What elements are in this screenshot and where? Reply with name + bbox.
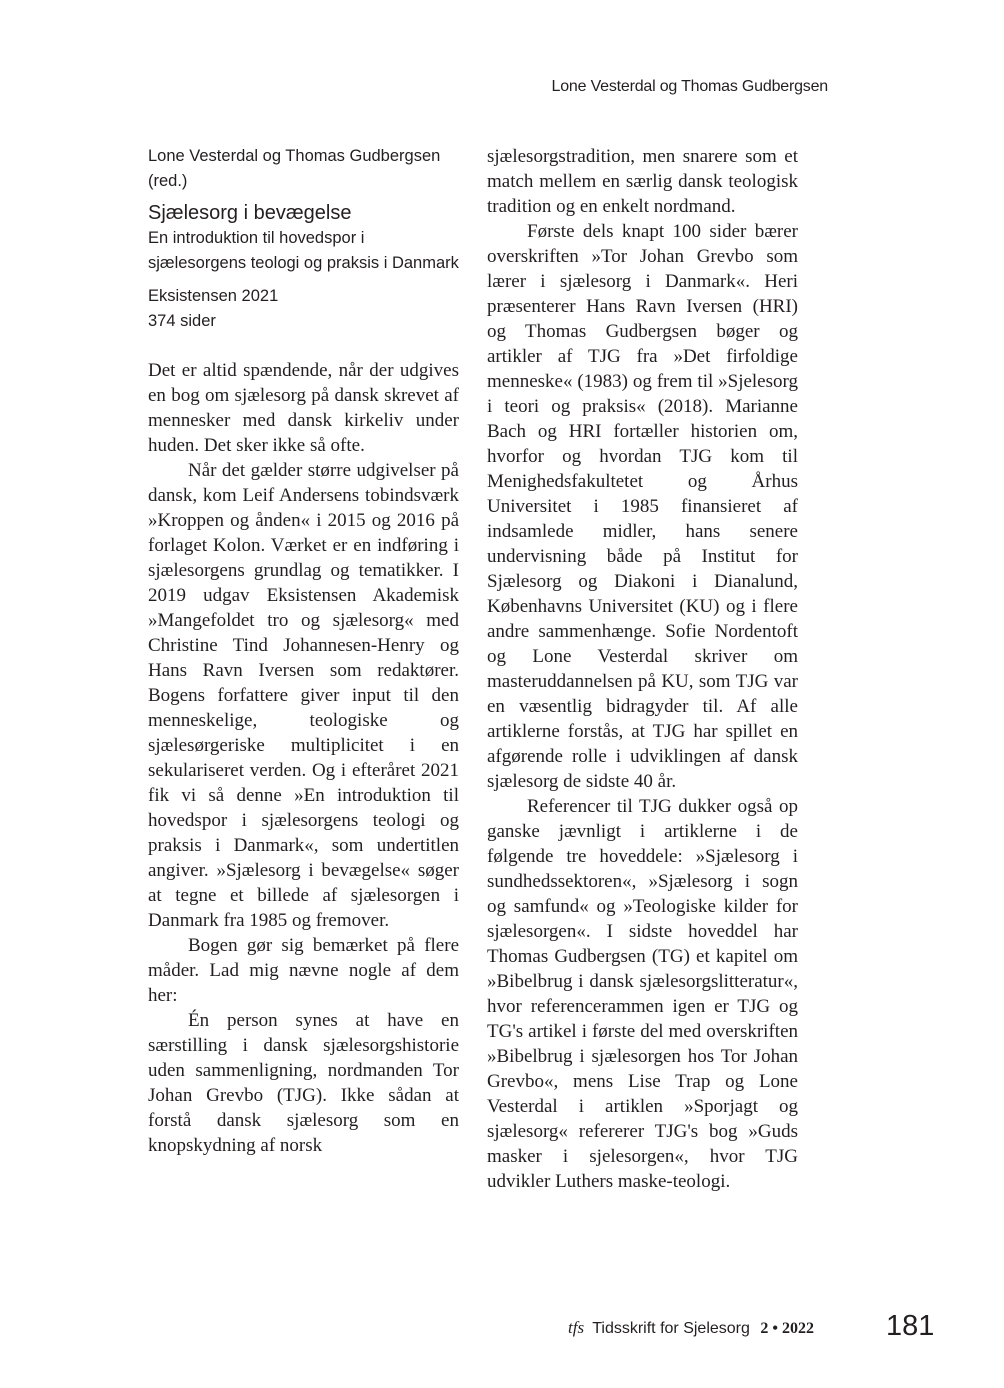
review-paragraph: Én person synes at have en særstilling i dansk sjælesorgshistorie uden sammenligning, nordmanden Tor Johan Grevbo (TJG). Ikke sådan at forstå dansk sjælesorg som en knopskydning af norsk: [148, 1010, 459, 1156]
review-paragraph: Det er altid spændende, når der udgives en bog om sjælesorg på dansk skrevet af mennesker med dansk kirkeliv under huden. Det sker ikke så ofte.: [148, 360, 459, 456]
book-editors: Lone Vesterdal og Thomas Gudbergsen (red.): [148, 147, 441, 190]
review-paragraph: Første dels knapt 100 sider bærer overskriften »Tor Johan Grevbo som lærer i sjælesorg i Danmark«. Heri præsenterer Hans Ravn Iversen (HRI) og Thomas Gudbergsen bøger og artikler af TJG fra »Det firfoldige menneske« (1983) og frem til »Sjelesorg i teori og praksis« (2018). Marianne Bach og HRI fortæller historien om, hvorfor og hvordan TJG kom til Menighedsfakultetet og Århus Universitet i 1985 finansieret af indsamlede midler, hans senere undervisning både på Institut for Sjælesorg og Diakoni i Dianalund, Københavns Universitet (KU) og i flere andre sammenhænge. Sofie Nordentoft og Lone Vesterdal skriver om masteruddannelsen på KU, som TJG var en væsentlig bidragyder til. Af alle artiklerne forstås, at TJG har spillet en afgørende rolle i udviklingen af dansk sjælesorg de sidste 40 år.: [487, 221, 798, 792]
book-title: Sjælesorg i bevægelse: [148, 202, 352, 224]
running-head: Lone Vesterdal og Thomas Gudbergsen: [551, 78, 828, 95]
review-paragraph: Når det gælder større udgivelser på dansk, kom Leif Andersens tobindsværk »Kroppen og ånden« i 2015 og 2016 på forlaget Kolon. Værket er en indføring i sjælesorgens grundlag og tematikker. I 2019 udgav Eksistensen Akademisk »Mangefoldet tro og sjælesorg« med Christine Tind Johannesen-Henry og Hans Ravn Iversen som redaktører. Bogens forfattere giver input til den menneskelige, teologiske og sjælesørgeriske multiplicitet i en sekulariseret verden. Og i efteråret 2021 fik vi så denne »En introduktion til hovedspor i sjælesorgens teologi og praksis i Danmark«, som undertitlen angiver. »Sjælesorg i bevægelse« søger at tegne et billede af sjælesorgen i Danmark fra 1985 og fremover.: [148, 460, 459, 931]
book-subtitle: En introduktion til hovedspor i sjælesorgens teologi og praksis i Danmark: [148, 229, 459, 272]
journal-issue: 2 • 2022: [760, 1320, 814, 1337]
book-pages: 374 sider: [148, 312, 216, 330]
journal-abbreviation: tfs: [568, 1318, 585, 1337]
review-text-right: [487, 144, 798, 1194]
left-column: [148, 144, 459, 1158]
review-paragraph: Referencer til TJG dukker også op ganske jævnligt i artiklerne i de følgende tre hoveddele: »Sjælesorg i sundhedssektoren«, »Sjælesorg i sogn og samfund« og »Teologiske kilder for sjælesorgen«. I sidste hoveddel har Thomas Gudbergsen (TG) et kapitel om »Bibelbrug i dansk sjælesorgslitteratur«, hvor referencerammen igen er TJG og TG's artikel i første del med overskriften »Bibelbrug i sjælesorgen hos Tor Johan Grevbo«, mens Lise Trap og Lone Vesterdal i artiklen »Sporjagt og sjælesorg« refererer TJG's bog »Guds masker i sjelesorgen«, hvor TJG udvikler Luthers maske-teologi.: [487, 796, 798, 1192]
review-paragraph: Bogen gør sig bemærket på flere måder. Lad mig nævne nogle af dem her:: [148, 935, 459, 1006]
page-footer: [0, 1312, 1004, 1346]
book-info: [148, 144, 459, 334]
journal-info: [568, 1318, 814, 1338]
page-number: 181: [886, 1310, 935, 1342]
journal-name: Tidsskrift for Sjelesorg: [592, 1320, 750, 1337]
review-paragraph: sjælesorgstradition, men snarere som et match mellem en særlig dansk teologisk tradition og en enkelt nordmand.: [487, 146, 798, 217]
book-publisher: Eksistensen 2021: [148, 287, 279, 305]
review-text-left: [148, 358, 459, 1158]
right-column: [487, 144, 798, 1194]
